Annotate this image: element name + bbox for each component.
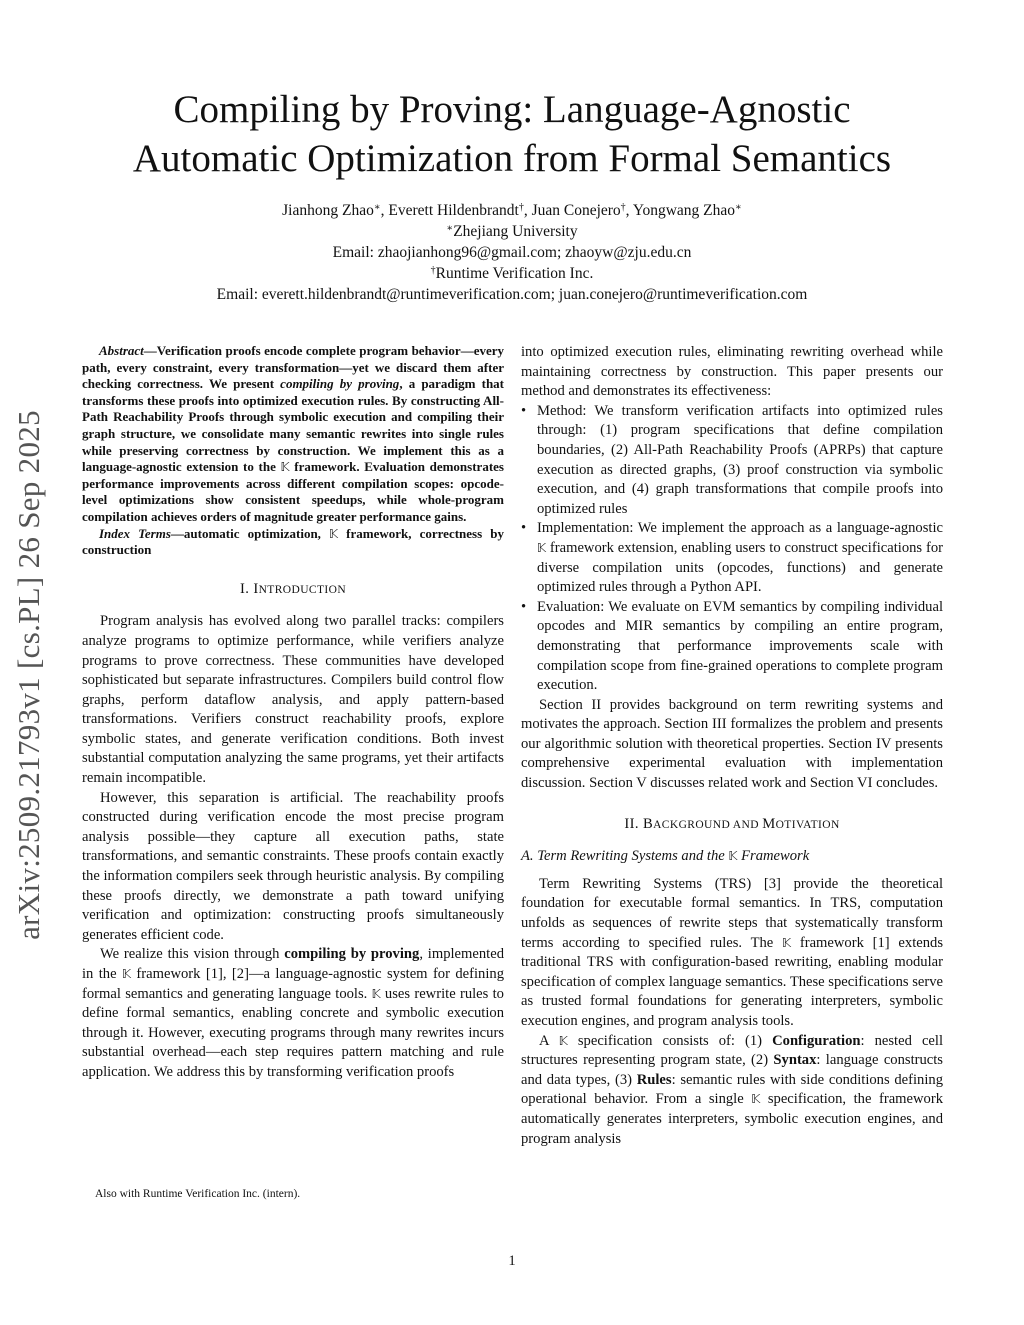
abstract-text-3: framework. Evaluation demonstrates performance improvements across different compilation scopes: opcode-level optimizations show consistent speedups, while whole-program compilation achieves orders of magnitude greater performance gains. [82, 459, 504, 524]
paper-title [100, 85, 924, 183]
affiliation-1-name: Zhejiang University [453, 223, 578, 240]
intro-paragraph-2: However, this separation is artificial. The reachability proofs constructed during verification encode the most precise program analysis possible—they capture all execution paths, state transformations, and semantic constraints. These proofs contain exactly the information compilers seek through heuristic analysis. By compiling these proofs directly, we demonstrate a path toward unifying verification and optimization: constructing proofs simultaneously generates efficient code. [82, 789, 504, 943]
k-symbol: 𝕂 [122, 967, 132, 981]
index-terms-label: Index Terms [99, 525, 171, 541]
section-number: I. [239, 580, 254, 597]
author-3-mark: † [620, 202, 626, 213]
affiliation-2 [100, 263, 924, 284]
abstract-text-2: , a paradigm that transforms these proofs into optimized execution rules. By constructing All-Path Reachability Proofs through symbolic execution and compiling their graph structure, we consolidate many semantic rewrites into single rules while preserving correctness by construction. We implement this as a language-agnostic extension to the [82, 376, 504, 475]
k-symbol: 𝕂 [329, 526, 339, 541]
subsection-heading-trs [521, 847, 943, 867]
abstract-label: Abstract [99, 343, 144, 358]
affiliation-1-mark: ∗ [446, 223, 454, 234]
k-symbol: 𝕂 [558, 1033, 568, 1048]
subsection-text-1: A. Term Rewriting Systems and the [521, 848, 729, 865]
page-number: 1 [508, 1253, 516, 1269]
list-item-text: Evaluation: We evaluate on EVM semantics by compiling individual opcodes and MIR semantics by compiling an entire program, demonstrating that performance improvements scale with compilation scope from fine-grained operations to complete program execution. [537, 598, 943, 694]
email-line-2: Email: everett.hildenbrandt@runtimeverification.com; juan.conejero@runtimeverification.com [216, 286, 808, 303]
intro-p3-bold: compiling by proving [284, 946, 420, 963]
intro-paragraph-3 [82, 945, 504, 1082]
bullet-icon: • [521, 402, 527, 419]
section-heading-rest: ACKGROUND AND [653, 818, 763, 831]
list-item-text: Method: We transform verification artifacts into optimized rules through: (1) program specifications that define compilation boundaries, (2) All-Path Reachability Proofs (APRPs) that capture execution as directed graphs, (3) proof construction via symbolic execution, and (4) graph transformations that compile proofs into optimized rules [537, 402, 943, 517]
term-syntax: Syntax [773, 1052, 817, 1069]
intro-p3-text-2: , implemented in the [82, 946, 504, 982]
list-item [521, 519, 943, 597]
section-heading-cap: I [253, 580, 259, 597]
contributions-intro: into optimized execution rules, eliminating rewriting overhead while maintaining correctness by construction. This paper presents our method and demonstrates its effectiveness: [521, 344, 943, 400]
background-p1-text-1: Term Rewriting Systems (TRS) [3] provide the theoretical foundation for executable formal semantics. In TRS, computation unfolds as sequences of rewrite steps that systematically transform terms according to specified rules. The [521, 875, 943, 951]
title-line-1: Compiling by Proving: Language-Agnostic [173, 88, 851, 131]
k-symbol: 𝕂 [280, 460, 290, 475]
author-2-mark: † [518, 202, 524, 213]
footnote: Also with Runtime Verification Inc. (intern). [95, 1188, 301, 1200]
term-configuration: Configuration [772, 1032, 861, 1049]
background-p2-text: : language constructs and data types, (3) [521, 1052, 943, 1088]
k-symbol: 𝕂 [537, 540, 547, 555]
title-line-2: Automatic Optimization from Formal Semantics [132, 137, 892, 180]
bullet-icon: • [521, 598, 527, 615]
author-names [100, 200, 924, 221]
k-symbol: 𝕂 [728, 849, 738, 864]
author-2: , Everett Hildenbrandt [380, 202, 519, 219]
background-p2-text: specification consists of: (1) [567, 1032, 773, 1049]
section-heading-rest: NTRODUCTION [258, 583, 347, 596]
k-symbol: 𝕂 [782, 935, 792, 950]
section-number: II. [624, 815, 643, 832]
background-p1-text-2: framework [1] extends traditional TRS with configuration-based rewriting, enabling modular specification of complex language semantics. These specifications serve as trusted formal foundations for generating interpreters, symbolic execution engines, and program analysis tools. [521, 934, 943, 1029]
k-symbol: 𝕂 [751, 1092, 761, 1107]
list-item-text: framework extension, enabling users to construct specifications for diverse compilation units (opcodes, functions) and generate optimized rules through a Python API. [537, 539, 943, 596]
author-1: Jianhong Zhao [282, 202, 374, 219]
index-terms [82, 526, 504, 559]
affiliation-2-mark: † [430, 265, 436, 276]
author-block [100, 200, 924, 305]
index-terms-text-2: framework, correctness by construction [82, 525, 504, 558]
k-symbol: 𝕂 [371, 986, 381, 1001]
section-heading-cap: B [642, 815, 654, 832]
list-item-text: Implementation: We implement the approach as a language-agnostic [537, 520, 943, 537]
section-heading-background [521, 815, 943, 836]
background-paragraph-2 [521, 1032, 943, 1150]
email-line-1: Email: zhaojianhong96@gmail.com; zhaoyw@zju.edu.cn [332, 244, 692, 261]
intro-p3-text-4: uses rewrite rules to define formal semantics, enabling concrete and symbolic execution through it. However, executing programs through many rewrites incurs substantial overhead—each step requires pattern matching and rule application. We address this by transforming verification proofs [82, 985, 504, 1080]
abstract-text-1: —Verification proofs encode complete program behavior—every path, every constraint, every transformation—yet we discard them after checking correctness. We present [82, 343, 504, 392]
arxiv-identifier-sidebar [6, 375, 52, 975]
section-heading-introduction [82, 580, 504, 601]
background-paragraph-1 [521, 875, 943, 1032]
arxiv-identifier: arXiv:2509.21793v1 [cs.PL] 26 Sep 2025 [11, 410, 46, 940]
intro-p3-text-3: framework [1], [2]—a language-agnostic system for defining formal semantics and generating language tools. [82, 966, 504, 1002]
author-1-mark: ∗ [373, 202, 381, 213]
right-column [521, 343, 943, 1149]
left-column [82, 343, 504, 1083]
affiliation-2-name: Runtime Verification Inc. [435, 265, 594, 282]
background-p2-text: A [539, 1032, 559, 1049]
bullet-icon: • [521, 520, 527, 537]
author-4: , Yongwang Zhao [625, 202, 736, 219]
sections-overview-paragraph: Section II provides background on term rewriting systems and motivates the approach. Section III formalizes the problem and presents our algorithmic solution with theoretical properties. Section IV presents comprehensive experimental evaluation with implementation discussion. Section V discusses related work and Section VI concludes. [521, 696, 943, 792]
affiliation-1 [100, 221, 924, 242]
subsection-text-2: Framework [737, 848, 810, 865]
abstract-emphasis: compiling by proving [280, 376, 400, 392]
intro-p3-text-1: We realize this vision through [100, 946, 285, 963]
section-heading-rest: OTIVATION [775, 818, 840, 831]
author-3: , Juan Conejero [523, 202, 621, 219]
background-p2-text: : semantic rules with side conditions defining operational behavior. From a single [521, 1071, 943, 1108]
contributions-list [521, 402, 943, 696]
intro-paragraph-1: Program analysis has evolved along two parallel tracks: compilers analyze programs to optimize performance, while verifiers analyze programs to prove correctness. These communities have developed sophisticated but separate infrastructures. Compilers build control flow graphs, perform dataflow analysis, and apply pattern-based transformations. Verifiers construct reachability proofs, explore symbolic states, and generate verification conditions. Both invest substantial computation analyzing the same programs, yet their artifacts remain incompatible. [82, 613, 504, 787]
author-4-mark: ∗ [735, 202, 742, 213]
section-heading-cap: M [762, 815, 776, 832]
abstract [82, 343, 504, 526]
term-rules: Rules [636, 1071, 672, 1088]
background-p2-text: : nested cell structures representing program state, (2) [521, 1032, 944, 1069]
list-item [521, 402, 943, 520]
background-p2-text: specification, the framework automatically generates interpreters, symbolic execution engines, and program analysis [521, 1091, 944, 1147]
index-terms-text-1: —automatic optimization, [170, 525, 330, 541]
list-item [521, 598, 943, 696]
